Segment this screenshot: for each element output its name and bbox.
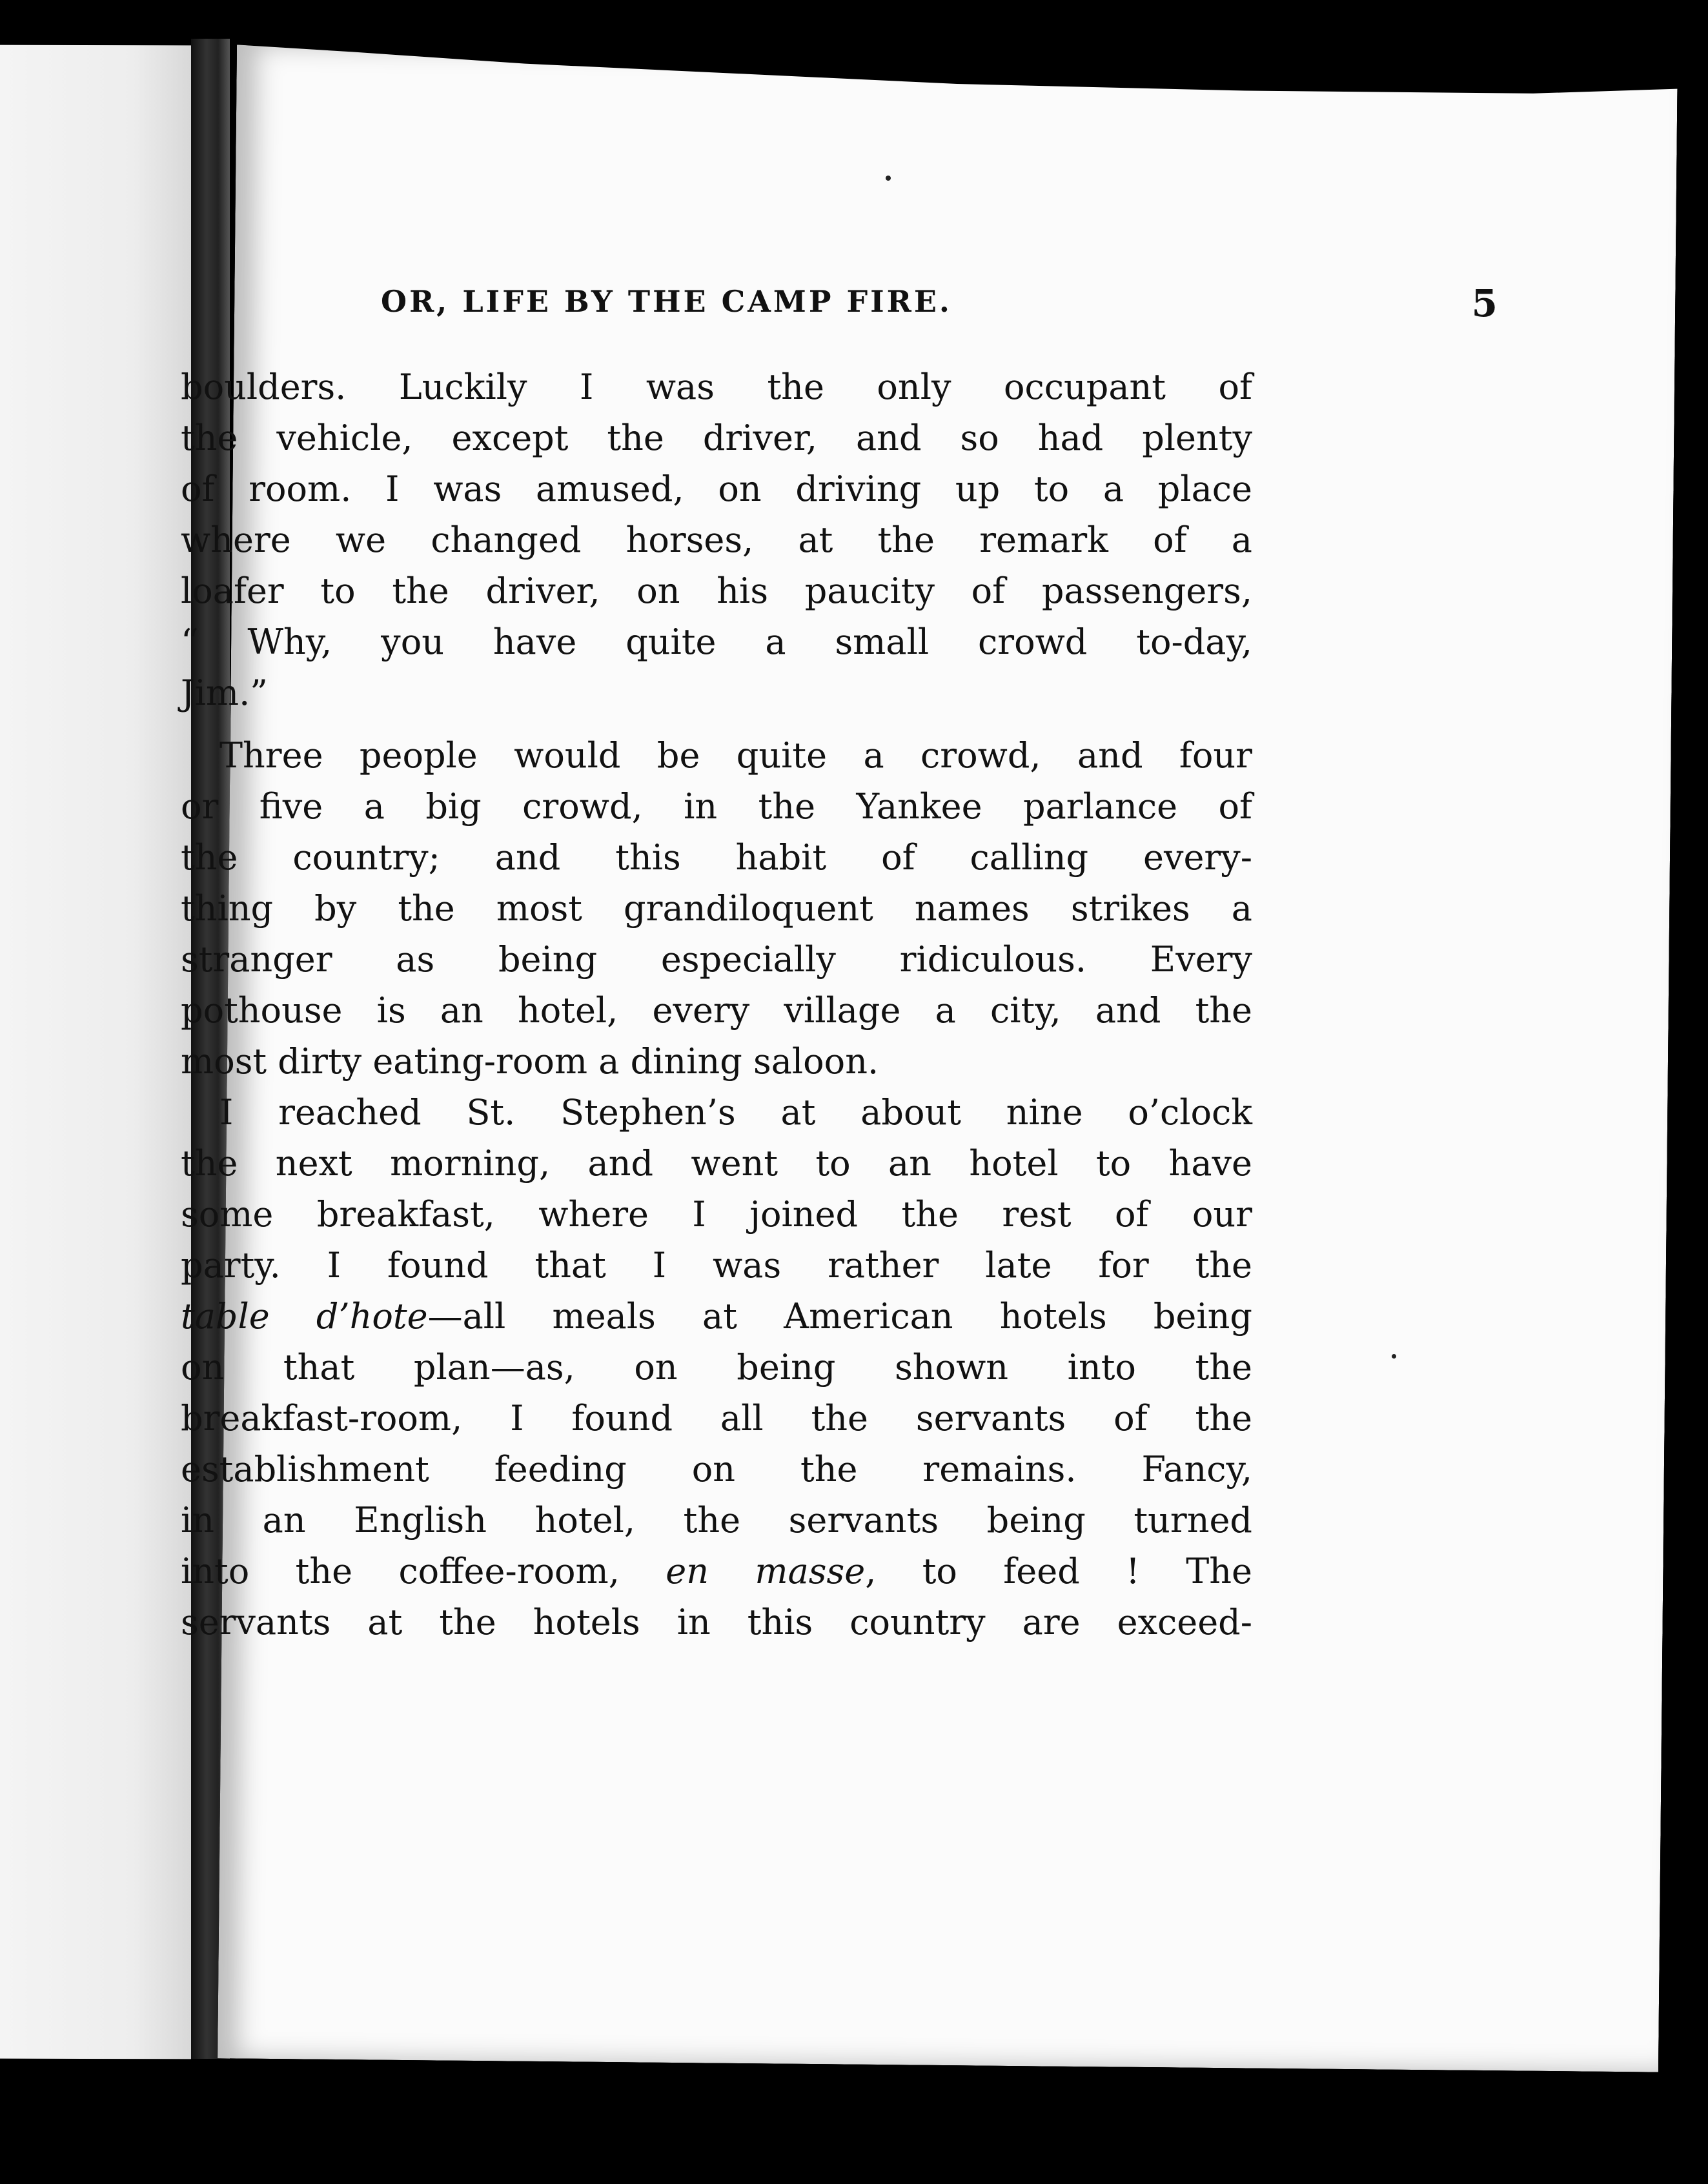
text-line: “ Why, you have quite a small crowd to-day, xyxy=(181,622,1252,662)
page-header xyxy=(381,281,1530,336)
text-line: the next morning, and went to an hotel to have xyxy=(181,1143,1252,1184)
text-line: most dirty eating-room a dining saloon. xyxy=(181,1041,879,1082)
text-line: party. I found that I was rather late for the xyxy=(181,1245,1252,1286)
text-line xyxy=(181,1546,1252,1597)
text-line: servants at the hotels in this country are exceed- xyxy=(181,1602,1252,1643)
running-title: OR, LIFE BY THE CAMP FIRE. xyxy=(381,284,952,319)
text-line: establishment feeding on the remains. Fancy, xyxy=(181,1449,1252,1490)
print-speck xyxy=(886,176,891,181)
text-line xyxy=(181,1291,1252,1342)
text-line: thing by the most grandiloquent names strikes a xyxy=(181,888,1252,929)
text-line: stranger as being especially ridiculous. Every xyxy=(181,939,1252,980)
text-line: loafer to the driver, on his paucity of passengers, xyxy=(181,571,1252,611)
text-line: boulders. Luckily I was the only occupant of xyxy=(181,367,1252,407)
print-speck xyxy=(1392,1354,1396,1359)
text-line: where we changed horses, at the remark of a xyxy=(181,520,1252,560)
page-number: 5 xyxy=(1471,281,1498,325)
text-line: pothouse is an hotel, every village a city, and the xyxy=(181,990,1252,1031)
italic-phrase: en masse xyxy=(666,1551,866,1592)
body-text xyxy=(181,361,1252,1648)
text-run: into the coffee-room, xyxy=(181,1551,666,1592)
text-run: —all meals at American hotels being xyxy=(427,1296,1252,1337)
text-line: some breakfast, where I joined the rest of our xyxy=(181,1194,1252,1235)
text-line: breakfast-room, I found all the servants of the xyxy=(181,1398,1252,1439)
text-line: the country; and this habit of calling every- xyxy=(181,837,1252,878)
facing-page xyxy=(0,45,191,2059)
text-line: of room. I was amused, on driving up to a place xyxy=(181,469,1252,509)
text-line: on that plan—as, on being shown into the xyxy=(181,1347,1252,1388)
text-line: Three people would be quite a crowd, and four xyxy=(219,735,1252,776)
text-line: or five a big crowd, in the Yankee parlance of xyxy=(181,786,1252,827)
text-line: in an English hotel, the servants being turned xyxy=(181,1500,1252,1541)
text-line: Jim.” xyxy=(181,672,268,713)
text-line: I reached St. Stephen’s at about nine o’clock xyxy=(219,1092,1252,1133)
text-line: the vehicle, except the driver, and so had plenty xyxy=(181,418,1252,458)
text-run: , to feed ! The xyxy=(865,1551,1252,1592)
italic-phrase: table d’hote xyxy=(181,1296,428,1337)
